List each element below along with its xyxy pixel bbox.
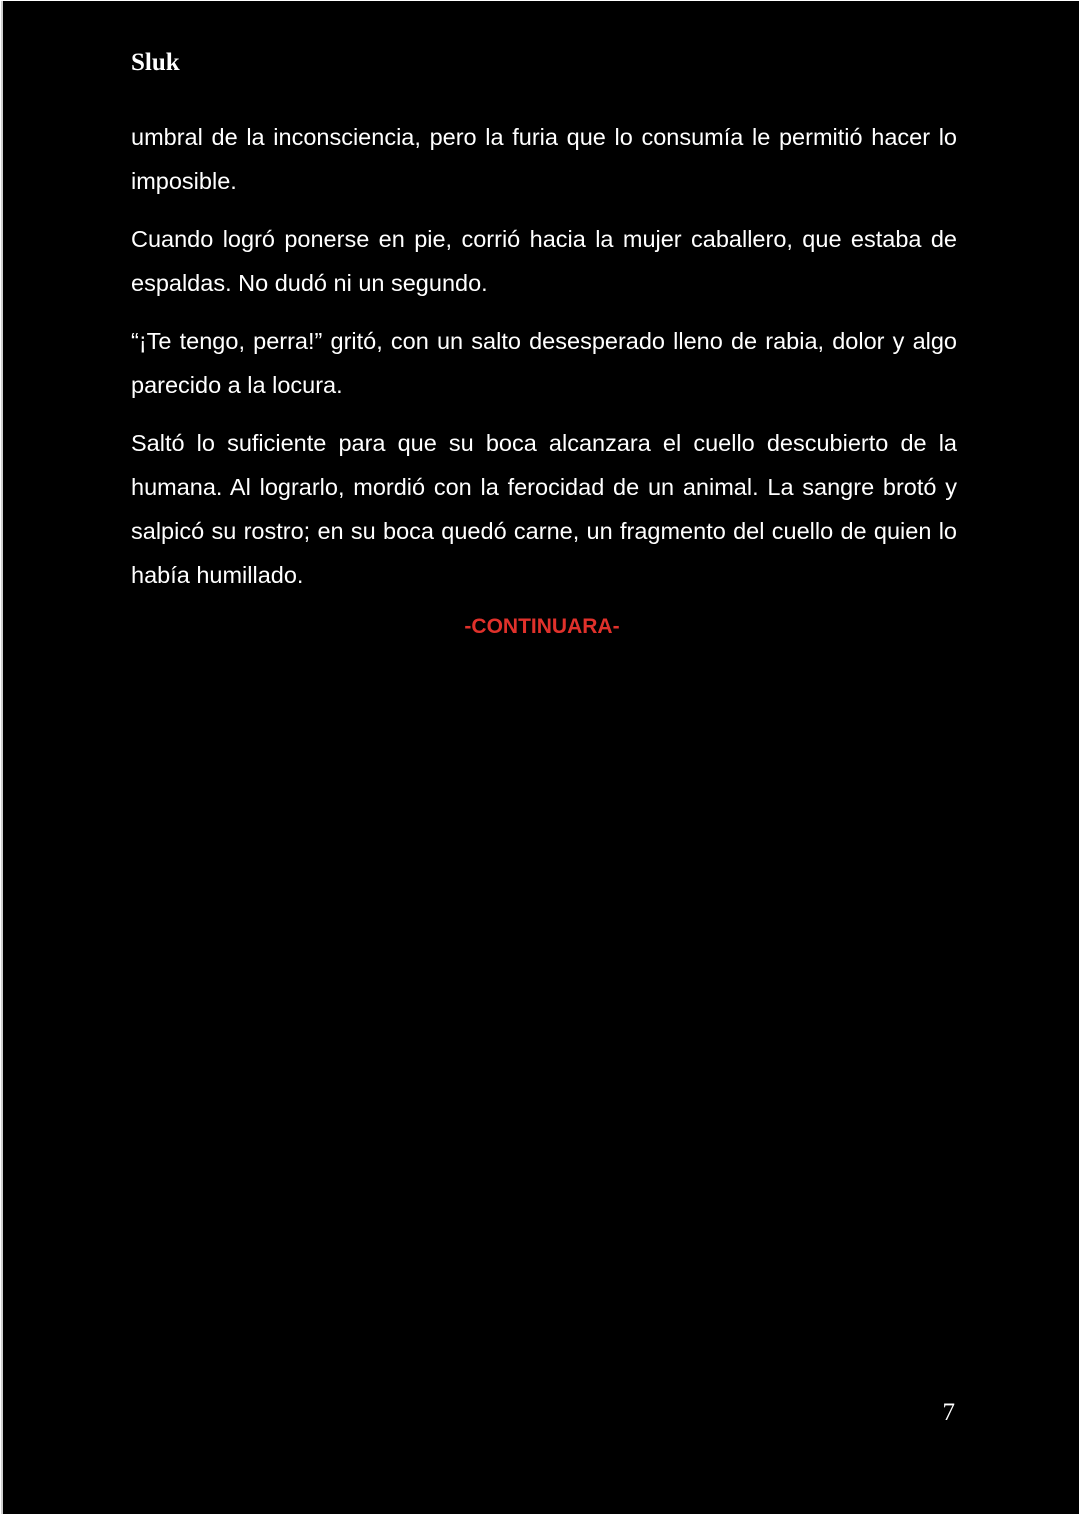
paragraph: umbral de la inconsciencia, pero la furia que lo consumía le permitió hacer lo imposible.	[131, 124, 957, 194]
page-header-title: Sluk	[131, 49, 180, 76]
document-page	[1, 1, 1079, 1514]
continue-label: -CONTINUARA-	[464, 615, 620, 638]
paragraph: “¡Te tengo, perra!” gritó, con un salto desesperado lleno de rabia, dolor y algo parecido a la locura.	[131, 328, 957, 398]
paragraph: Cuando logró ponerse en pie, corrió hacia la mujer caballero, que estaba de espaldas. No dudó ni un segundo.	[131, 226, 957, 296]
paragraph: Saltó lo suficiente para que su boca alcanzara el cuello descubierto de la humana. Al lograrlo, mordió con la ferocidad de un animal. La sangre brotó y salpicó su rostro; en su boca quedó carne, un fragmento del cuello de quien lo había humillado.	[131, 430, 957, 588]
body-text	[131, 115, 957, 611]
page-number: 7	[942, 1399, 955, 1426]
